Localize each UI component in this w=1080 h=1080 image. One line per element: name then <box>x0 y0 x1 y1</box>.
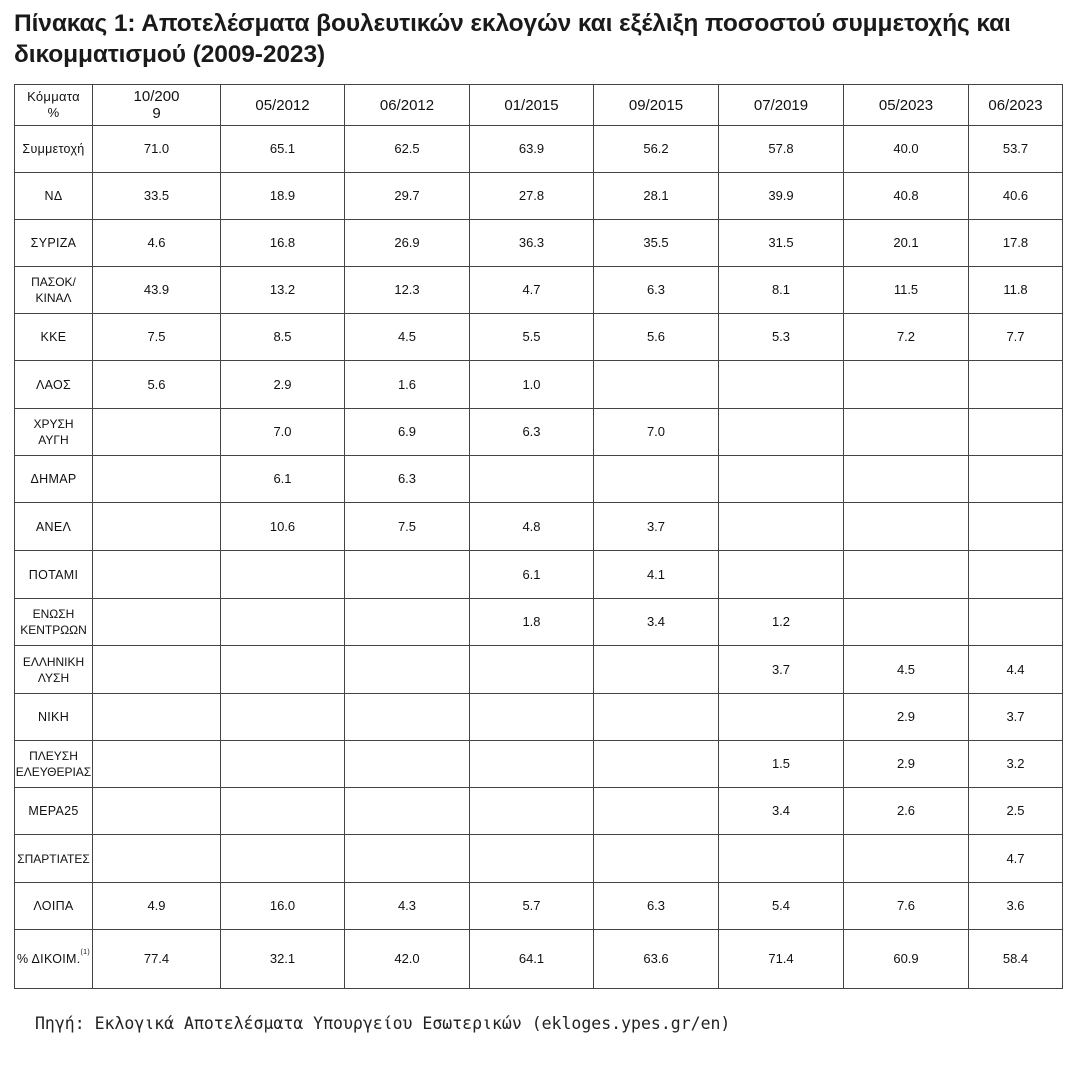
corner-header: Κόμματα % <box>15 85 93 126</box>
table-cell: 7.5 <box>93 314 221 361</box>
table-cell <box>93 646 221 694</box>
table-cell: 3.6 <box>969 883 1063 930</box>
party-name: ΛΟΙΠΑ <box>33 899 74 913</box>
table-cell <box>594 646 719 694</box>
table-cell <box>93 694 221 741</box>
table-cell: 12.3 <box>345 267 470 314</box>
table-cell: 4.7 <box>470 267 594 314</box>
table-cell: 6.9 <box>345 409 470 456</box>
table-row <box>15 361 1063 409</box>
table-cell: 31.5 <box>719 220 844 267</box>
row-label <box>15 361 93 409</box>
table-cell <box>969 599 1063 646</box>
table-row <box>15 267 1063 314</box>
table-cell: 16.0 <box>221 883 345 930</box>
table-cell <box>221 835 345 883</box>
table-row <box>15 694 1063 741</box>
table-cell: 71.0 <box>93 126 221 173</box>
row-label <box>15 409 93 456</box>
table-cell: 7.0 <box>221 409 345 456</box>
column-header: 10/200 9 <box>93 85 221 126</box>
table-cell: 4.9 <box>93 883 221 930</box>
table-cell: 4.5 <box>345 314 470 361</box>
party-name: ΔΗΜΑΡ <box>30 472 77 486</box>
column-header: 06/2023 <box>969 85 1063 126</box>
table-cell <box>221 741 345 788</box>
table-cell: 3.7 <box>594 503 719 551</box>
table-cell <box>93 741 221 788</box>
table-cell: 7.6 <box>844 883 969 930</box>
table-cell: 6.1 <box>221 456 345 503</box>
table-cell: 65.1 <box>221 126 345 173</box>
table-cell: 1.2 <box>719 599 844 646</box>
table-cell: 5.3 <box>719 314 844 361</box>
table-cell: 26.9 <box>345 220 470 267</box>
party-name: ΣΠΑΡΤΙΑΤΕΣ <box>17 851 90 866</box>
table-cell: 40.0 <box>844 126 969 173</box>
table-cell: 11.8 <box>969 267 1063 314</box>
party-name: ΕΝΩΣΗ ΚΕΝΤΡΩΩΝ <box>20 607 87 637</box>
table-cell: 29.7 <box>345 173 470 220</box>
table-row <box>15 741 1063 788</box>
table-cell <box>93 551 221 599</box>
table-cell: 33.5 <box>93 173 221 220</box>
table-cell <box>93 456 221 503</box>
table-cell: 4.1 <box>594 551 719 599</box>
table-cell <box>719 361 844 409</box>
header-row <box>15 85 1063 126</box>
table-cell: 32.1 <box>221 930 345 989</box>
table-row <box>15 599 1063 646</box>
table-row <box>15 314 1063 361</box>
row-label <box>15 267 93 314</box>
table-cell <box>969 551 1063 599</box>
table-cell <box>844 409 969 456</box>
table-cell <box>844 503 969 551</box>
table-cell <box>93 503 221 551</box>
row-label <box>15 599 93 646</box>
table-cell <box>844 551 969 599</box>
table-cell <box>844 599 969 646</box>
row-label <box>15 694 93 741</box>
table-row <box>15 883 1063 930</box>
table-cell <box>345 551 470 599</box>
table-cell <box>969 361 1063 409</box>
table-cell: 35.5 <box>594 220 719 267</box>
table-cell: 2.9 <box>844 694 969 741</box>
table-cell: 4.4 <box>969 646 1063 694</box>
column-header: 06/2012 <box>345 85 470 126</box>
table-cell: 1.5 <box>719 741 844 788</box>
table-cell <box>221 788 345 835</box>
table-cell <box>470 456 594 503</box>
table-row <box>15 220 1063 267</box>
footnote-marker: (1) <box>80 949 90 956</box>
table-cell: 17.8 <box>969 220 1063 267</box>
table-cell: 8.5 <box>221 314 345 361</box>
election-results-table <box>14 84 1063 989</box>
row-label <box>15 741 93 788</box>
table-row <box>15 930 1063 989</box>
party-name: Συμμετοχή <box>22 142 85 156</box>
table-cell: 4.5 <box>844 646 969 694</box>
table-row <box>15 126 1063 173</box>
table-cell: 53.7 <box>969 126 1063 173</box>
party-name: ΜΕΡΑ25 <box>28 804 79 818</box>
table-cell: 6.3 <box>470 409 594 456</box>
table-cell: 2.9 <box>221 361 345 409</box>
table-cell: 64.1 <box>470 930 594 989</box>
table-cell <box>844 361 969 409</box>
table-cell: 10.6 <box>221 503 345 551</box>
table-cell <box>93 599 221 646</box>
table-cell: 42.0 <box>345 930 470 989</box>
row-label <box>15 503 93 551</box>
source-note: Πηγή: Εκλογικά Αποτελέσματα Υπουργείου Εσωτερικών (ekloges.ypes.gr/en) <box>35 1014 731 1033</box>
party-name: ΣΥΡΙΖΑ <box>30 236 77 250</box>
party-name: ΕΛΛΗΝΙΚΗ ΛΥΣΗ <box>22 654 85 685</box>
row-label <box>15 173 93 220</box>
row-label <box>15 835 93 883</box>
table-cell: 11.5 <box>844 267 969 314</box>
table-cell <box>719 694 844 741</box>
party-name: ΠΑΣΟΚ/ ΚΙΝΑΛ <box>31 275 76 305</box>
party-name: ΝΙΚΗ <box>37 710 70 724</box>
party-name: ΠΟΤΑΜΙ <box>28 567 79 582</box>
table-cell: 28.1 <box>594 173 719 220</box>
table-cell: 1.6 <box>345 361 470 409</box>
table-row <box>15 788 1063 835</box>
table-row <box>15 456 1063 503</box>
table-cell: 7.5 <box>345 503 470 551</box>
table-row <box>15 173 1063 220</box>
party-name: % ΔΙΚΟΙΜ. <box>17 952 81 966</box>
table-cell: 4.7 <box>969 835 1063 883</box>
table-cell: 43.9 <box>93 267 221 314</box>
column-header: 05/2023 <box>844 85 969 126</box>
party-name: ΝΔ <box>44 189 63 203</box>
table-cell: 77.4 <box>93 930 221 989</box>
table-cell: 6.3 <box>345 456 470 503</box>
table-cell: 63.6 <box>594 930 719 989</box>
column-header: 09/2015 <box>594 85 719 126</box>
table-cell <box>594 835 719 883</box>
table-cell <box>969 503 1063 551</box>
table-cell: 16.8 <box>221 220 345 267</box>
table-cell <box>470 646 594 694</box>
table-cell: 3.4 <box>594 599 719 646</box>
table-row <box>15 835 1063 883</box>
table-cell <box>470 741 594 788</box>
table-cell <box>594 741 719 788</box>
table-cell: 36.3 <box>470 220 594 267</box>
table-cell: 5.5 <box>470 314 594 361</box>
table-body <box>15 126 1063 989</box>
table-cell <box>221 599 345 646</box>
table-cell: 1.0 <box>470 361 594 409</box>
table-cell <box>345 646 470 694</box>
table-cell: 60.9 <box>844 930 969 989</box>
table-cell <box>470 788 594 835</box>
table-cell <box>594 456 719 503</box>
table-cell: 5.7 <box>470 883 594 930</box>
table-cell <box>594 694 719 741</box>
party-name: ΚΚΕ <box>40 330 67 344</box>
row-label <box>15 456 93 503</box>
table-cell: 40.6 <box>969 173 1063 220</box>
row-label <box>15 220 93 267</box>
table-cell: 58.4 <box>969 930 1063 989</box>
table-cell: 18.9 <box>221 173 345 220</box>
party-name: ΑΝΕΛ <box>35 519 72 534</box>
table-cell <box>470 694 594 741</box>
column-header: 07/2019 <box>719 85 844 126</box>
row-label <box>15 930 93 989</box>
table-cell: 63.9 <box>470 126 594 173</box>
table-cell: 1.8 <box>470 599 594 646</box>
table-cell: 40.8 <box>844 173 969 220</box>
table-cell <box>345 741 470 788</box>
table-row <box>15 646 1063 694</box>
table-cell: 4.3 <box>345 883 470 930</box>
table-cell: 20.1 <box>844 220 969 267</box>
table-cell <box>719 409 844 456</box>
row-label <box>15 314 93 361</box>
table-cell: 5.6 <box>594 314 719 361</box>
table-cell: 3.7 <box>969 694 1063 741</box>
column-header: 05/2012 <box>221 85 345 126</box>
table-cell <box>844 456 969 503</box>
row-label <box>15 551 93 599</box>
table-cell: 2.5 <box>969 788 1063 835</box>
table-row <box>15 409 1063 456</box>
table-cell <box>93 788 221 835</box>
row-label <box>15 788 93 835</box>
table-cell: 7.2 <box>844 314 969 361</box>
table-cell: 5.6 <box>93 361 221 409</box>
table-cell <box>719 456 844 503</box>
table-cell: 3.7 <box>719 646 844 694</box>
table-cell: 3.4 <box>719 788 844 835</box>
table-cell <box>345 599 470 646</box>
party-name: ΛΑΟΣ <box>35 377 72 392</box>
table-cell <box>221 694 345 741</box>
party-name: ΧΡΥΣΗ ΑΥΓΗ <box>33 417 74 447</box>
table-cell: 2.6 <box>844 788 969 835</box>
table-cell <box>719 835 844 883</box>
table-cell: 6.1 <box>470 551 594 599</box>
table-cell: 39.9 <box>719 173 844 220</box>
table-cell: 5.4 <box>719 883 844 930</box>
table-cell: 27.8 <box>470 173 594 220</box>
table-cell <box>969 409 1063 456</box>
table-cell <box>594 788 719 835</box>
table-cell <box>719 551 844 599</box>
table-cell <box>969 456 1063 503</box>
table-cell <box>844 835 969 883</box>
table-cell <box>345 788 470 835</box>
table-cell: 6.3 <box>594 883 719 930</box>
table-cell: 56.2 <box>594 126 719 173</box>
table-cell: 7.7 <box>969 314 1063 361</box>
table-cell <box>93 835 221 883</box>
table-cell: 71.4 <box>719 930 844 989</box>
table-cell: 57.8 <box>719 126 844 173</box>
table-cell: 3.2 <box>969 741 1063 788</box>
row-label <box>15 883 93 930</box>
table-cell <box>470 835 594 883</box>
table-cell: 7.0 <box>594 409 719 456</box>
table-cell <box>594 361 719 409</box>
table-cell: 6.3 <box>594 267 719 314</box>
table-cell <box>345 694 470 741</box>
table-cell <box>221 551 345 599</box>
table-row <box>15 503 1063 551</box>
table-cell <box>221 646 345 694</box>
table-cell <box>93 409 221 456</box>
table-cell <box>345 835 470 883</box>
table-cell: 8.1 <box>719 267 844 314</box>
party-name: ΠΛΕΥΣΗ ΕΛΕΥΘΕΡΙΑΣ <box>15 749 92 779</box>
table-cell: 4.8 <box>470 503 594 551</box>
page-title: Πίνακας 1: Αποτελέσματα βουλευτικών εκλογών και εξέλιξη ποσοστού συμμετοχής και δικομματισμού (2009-2023) <box>14 10 1011 68</box>
table-cell: 62.5 <box>345 126 470 173</box>
row-label <box>15 126 93 173</box>
table-cell: 13.2 <box>221 267 345 314</box>
row-label <box>15 646 93 694</box>
table-cell: 2.9 <box>844 741 969 788</box>
table-row <box>15 551 1063 599</box>
table-cell: 4.6 <box>93 220 221 267</box>
table-cell <box>719 503 844 551</box>
column-header: 01/2015 <box>470 85 594 126</box>
